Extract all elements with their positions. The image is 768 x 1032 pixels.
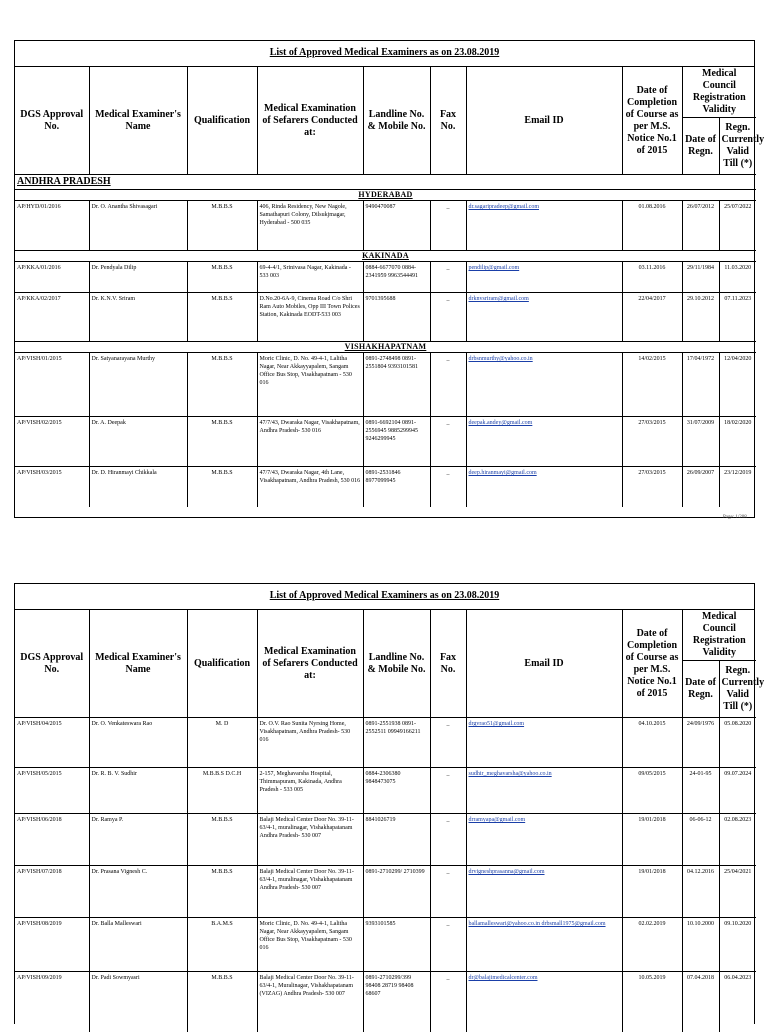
- cell-phone: 0891-6692104 0891-2556945 9885299945 9246299945: [363, 417, 430, 467]
- cell-dgs: AP/VISH/06/2018: [15, 814, 89, 866]
- cell-phone: 0891-2710299/399 98408 28719 98408 68607: [363, 972, 430, 1032]
- header-completion-date: Date of Completion of Course as per M.S. Notice No.1 of 2015: [622, 610, 682, 718]
- examiners-table: [15, 67, 765, 507]
- cell-valid-till: 07.11.2023: [719, 293, 756, 342]
- email-link[interactable]: deep.hiranmayi@gmail.com: [466, 467, 622, 507]
- cell-regn-date: 10.10.2000: [682, 918, 719, 972]
- cell-address: Balaji Medical Center Door No. 39-11-63/4-1, Muralinagar, Vishakhapatanam (VIZAG) Andhra Pradesh- 530 007: [257, 972, 363, 1032]
- email-link[interactable]: drramyapa@gmail.com: [466, 814, 622, 866]
- cell-regn-date: 29.10.2012: [682, 293, 719, 342]
- cell-valid-till: 12/04/2020: [719, 353, 756, 417]
- cell-regn-date: 07.04.2018: [682, 972, 719, 1032]
- cell-dgs: AP/VISH/04/2015: [15, 718, 89, 768]
- cell-qualification: M.B.B.S: [187, 467, 257, 507]
- cell-dgs: AP/VISH/08/2019: [15, 918, 89, 972]
- cell-phone: 8841026719: [363, 814, 430, 866]
- city-heading: VISHAKHAPATNAM: [15, 342, 756, 353]
- cell-dgs: AP/VISH/03/2015: [15, 467, 89, 507]
- cell-phone: 0884-6677070 0884-2341959 9963544491: [363, 262, 430, 293]
- cell-name: Dr. Balla Malleswari: [89, 918, 187, 972]
- header-regn-date: Date of Regn.: [682, 118, 719, 175]
- cell-regn-date: 24/09/1976: [682, 718, 719, 768]
- cell-name: Dr. Satyanarayana Murthy: [89, 353, 187, 417]
- cell-qualification: M.B.B.S D.C.H: [187, 768, 257, 814]
- table-row: [15, 201, 756, 251]
- email-link[interactable]: sudhir_meghavarsha@yahoo.co.in: [466, 768, 622, 814]
- header-conducted-at: Medical Examination of Sefarers Conducted at:: [257, 67, 363, 175]
- cell-regn-date: 17/04/1972: [682, 353, 719, 417]
- table-row: [15, 814, 756, 866]
- cell-address: 47/7/43, Dwaraka Nagar, Visakhapatnam, Andhra Pradesh- 530 016: [257, 417, 363, 467]
- cell-dgs: AP/HYD/01/2016: [15, 201, 89, 251]
- cell-regn-date: 04.12.2016: [682, 866, 719, 918]
- table-row: [15, 293, 756, 342]
- cell-valid-till: 18/02/2020: [719, 417, 756, 467]
- header-dgs: DGS Approval No.: [15, 67, 89, 175]
- table-row: [15, 918, 756, 972]
- cell-completion: 10.05.2019: [622, 972, 682, 1032]
- cell-dgs: AP/KKA/02/2017: [15, 293, 89, 342]
- cell-regn-date: 31/07/2009: [682, 417, 719, 467]
- cell-completion: 19/01/2018: [622, 814, 682, 866]
- cell-dgs: AP/VISH/07/2018: [15, 866, 89, 918]
- table-header: [15, 610, 765, 718]
- city-heading: HYDERABAD: [15, 190, 756, 201]
- page-title: List of Approved Medical Examiners as on 23.08.2019: [269, 47, 500, 58]
- cell-qualification: M.B.B.S: [187, 293, 257, 342]
- city-heading: KAKINADA: [15, 251, 756, 262]
- email-link[interactable]: drvigneshprasanna@gmail.com: [466, 866, 622, 918]
- examiners-table: [15, 610, 765, 1032]
- cell-regn-date: 29/11/1984: [682, 262, 719, 293]
- header-name: Medical Examiner's Name: [89, 67, 187, 175]
- table-row: [15, 353, 756, 417]
- cell-fax: _: [430, 201, 466, 251]
- cell-address: 69-4-4/1, Srinivasa Nagar, Kakinada - 533 003: [257, 262, 363, 293]
- table-row: [15, 417, 756, 467]
- cell-completion: 01.08.2016: [622, 201, 682, 251]
- cell-qualification: M.B.B.S: [187, 814, 257, 866]
- header-qualification: Qualification: [187, 610, 257, 718]
- cell-address: Moric Clinic, D. No. 49-4-1, Lalitha Nagar, Near Akkayyapalem, Sangam Office Bus Stop, Visakhapatnam - 530 016: [257, 353, 363, 417]
- cell-dgs: AP/VISH/09/2019: [15, 972, 89, 1032]
- email-link[interactable]: dr.sagaripradeep@gmail.com: [466, 201, 622, 251]
- cell-completion: 27/03/2015: [622, 417, 682, 467]
- cell-name: Dr. O. Venkateswara Rao: [89, 718, 187, 768]
- cell-qualification: M.B.B.S: [187, 417, 257, 467]
- cell-valid-till: 25/04/2021: [719, 866, 756, 918]
- header-phone: Landline No. & Mobile No.: [363, 67, 430, 175]
- cell-fax: _: [430, 262, 466, 293]
- email-link[interactable]: ballamalleswari@yahoo.co.in drbsmall1975@gmail.com: [466, 918, 622, 972]
- cell-name: Dr. A. Deepak: [89, 417, 187, 467]
- page-number: Page: 1/208: [723, 515, 747, 520]
- cell-phone: 0891-2748498 0891-2551804 9393101581: [363, 353, 430, 417]
- cell-name: Dr. Padi Sowmyasri: [89, 972, 187, 1032]
- cell-qualification: M.B.B.S: [187, 866, 257, 918]
- cell-regn-date: 06-06-12: [682, 814, 719, 866]
- cell-fax: _: [430, 293, 466, 342]
- email-link[interactable]: drknvsriram@gmail.com: [466, 293, 622, 342]
- table-row: [15, 718, 756, 768]
- cell-name: Dr. Ramya P.: [89, 814, 187, 866]
- cell-valid-till: 02.08.2023: [719, 814, 756, 866]
- cell-regn-date: 26/09/2007: [682, 467, 719, 507]
- cell-fax: _: [430, 972, 466, 1032]
- header-phone: Landline No. & Mobile No.: [363, 610, 430, 718]
- header-valid-till: Regn. Currently Valid Till (*): [719, 661, 756, 718]
- header-valid-till: Regn. Currently Valid Till (*): [719, 118, 756, 175]
- cell-completion: 04.10.2015: [622, 718, 682, 768]
- document-page-1: [14, 40, 765, 518]
- page-title-bar: [15, 41, 754, 67]
- cell-dgs: AP/VISH/01/2015: [15, 353, 89, 417]
- cell-fax: _: [430, 814, 466, 866]
- cell-completion: 22/04/2017: [622, 293, 682, 342]
- table-row: [15, 972, 756, 1032]
- cell-fax: _: [430, 768, 466, 814]
- header-name: Medical Examiner's Name: [89, 610, 187, 718]
- cell-address: D.No.20-6A-9, Cinema Road C/o Shri Ram Auto Mobiles, Opp III Town Polices Station, Kakinada EODT-533 003: [257, 293, 363, 342]
- header-email: Email ID: [466, 610, 622, 718]
- cell-qualification: M.B.B.S: [187, 201, 257, 251]
- table-row: [15, 768, 756, 814]
- cell-address: 2-157, Meghavarsha Hospital, Thimmapuram, Kakinada, Andhra Pradesh - 533 005: [257, 768, 363, 814]
- header-completion-date: Date of Completion of Course as per M.S. Notice No.1 of 2015: [622, 67, 682, 175]
- table-row: [15, 467, 756, 507]
- cell-valid-till: 06.04.2023: [719, 972, 756, 1032]
- cell-fax: _: [430, 718, 466, 768]
- cell-completion: 19/01/2018: [622, 866, 682, 918]
- cell-qualification: M.B.B.S: [187, 262, 257, 293]
- cell-phone: 0891-2551938 0891-2552511 09949166211: [363, 718, 430, 768]
- header-email: Email ID: [466, 67, 622, 175]
- cell-completion: 02.02.2019: [622, 918, 682, 972]
- cell-valid-till: 11.03.2020: [719, 262, 756, 293]
- document-page-2: [14, 583, 765, 1024]
- cell-name: Dr. K.N.V. Sriram: [89, 293, 187, 342]
- table-row: [15, 866, 756, 918]
- cell-qualification: M.B.B.S: [187, 972, 257, 1032]
- header-qualification: Qualification: [187, 67, 257, 175]
- cell-completion: 09/05/2015: [622, 768, 682, 814]
- email-link[interactable]: dr@balajimedicalcenter.com: [466, 972, 622, 1032]
- cell-address: Moric Clinic, D. No. 49-4-1, Lalitha Nagar, Near Akkayyapalem, Sangam Office Bus Stop, Visakhapatnam - 530 016: [257, 918, 363, 972]
- email-link[interactable]: drbsnmurthy@yahoo.co.in: [466, 353, 622, 417]
- header-dgs: DGS Approval No.: [15, 610, 89, 718]
- header-council-validity: Medical Council Registration Validity: [682, 610, 756, 661]
- cell-regn-date: 26/07/2012: [682, 201, 719, 251]
- header-regn-date: Date of Regn.: [682, 661, 719, 718]
- table-header: [15, 67, 765, 175]
- state-heading: ANDHRA PRADESH: [15, 175, 756, 190]
- cell-valid-till: 09.07.2024: [719, 768, 756, 814]
- cell-regn-date: 24-01-95: [682, 768, 719, 814]
- header-council-validity: Medical Council Registration Validity: [682, 67, 756, 118]
- cell-fax: _: [430, 866, 466, 918]
- cell-fax: _: [430, 467, 466, 507]
- cell-address: Balaji Medical Center Door No. 39-11-63/4-1, muralinagar, Vishakhapatanam Andhra Pradesh- 530 007: [257, 814, 363, 866]
- cell-name: Dr. Prasana Vignesh C.: [89, 866, 187, 918]
- cell-dgs: AP/VISH/02/2015: [15, 417, 89, 467]
- cell-name: Dr. R. B. V. Sudhir: [89, 768, 187, 814]
- cell-fax: _: [430, 918, 466, 972]
- cell-phone: 0884-2306380 9848473075: [363, 768, 430, 814]
- cell-phone: 0891-2710299/ 2710399: [363, 866, 430, 918]
- cell-completion: 27/03/2015: [622, 467, 682, 507]
- cell-phone: 9490470087: [363, 201, 430, 251]
- cell-name: Dr. O. Anantha Shivasagari: [89, 201, 187, 251]
- cell-qualification: M.B.B.S: [187, 353, 257, 417]
- table-row: [15, 262, 756, 293]
- cell-address: 406, Rinda Residency, New Nagole, Samathapuri Colony, Dilsukjmagar, Hyderabad - 500 035: [257, 201, 363, 251]
- header-fax: Fax No.: [430, 67, 466, 175]
- cell-completion: 03.11.2016: [622, 262, 682, 293]
- cell-qualification: M. D: [187, 718, 257, 768]
- cell-name: Dr. D. Hiranmayi Chikkala: [89, 467, 187, 507]
- cell-phone: 9393101585: [363, 918, 430, 972]
- header-conducted-at: Medical Examination of Sefarers Conducted at:: [257, 610, 363, 718]
- cell-dgs: AP/VISH/05/2015: [15, 768, 89, 814]
- header-fax: Fax No.: [430, 610, 466, 718]
- cell-fax: _: [430, 353, 466, 417]
- cell-dgs: AP/KKA/01/2016: [15, 262, 89, 293]
- cell-valid-till: 09.10.2020: [719, 918, 756, 972]
- cell-fax: _: [430, 417, 466, 467]
- cell-address: Balaji Medical Center Door No. 39-11-63/4-1, muralinagar, Vishakhapatanam Andhra Pradesh- 530 007: [257, 866, 363, 918]
- page-title: List of Approved Medical Examiners as on 23.08.2019: [269, 590, 500, 601]
- cell-valid-till: 25/07/2022: [719, 201, 756, 251]
- cell-phone: 9701395688: [363, 293, 430, 342]
- email-link[interactable]: drgvrao51@gmail.com: [466, 718, 622, 768]
- cell-completion: 14/02/2015: [622, 353, 682, 417]
- cell-address: Dr. O.V. Rao Sunita Nyrsing Home, Visakhapatnam, Andhra Pradesh- 530 016: [257, 718, 363, 768]
- cell-address: 47/7/43, Dwaraka Nagar, 4th Lane, Visakhapatnam, Andhra Pradesh, 530 016: [257, 467, 363, 507]
- cell-valid-till: 05.08.2020: [719, 718, 756, 768]
- page-title-bar: [15, 584, 754, 610]
- email-link[interactable]: deepak.andey@gmail.com: [466, 417, 622, 467]
- cell-name: Dr. Pendyala Dilip: [89, 262, 187, 293]
- cell-qualification: B.A.M.S: [187, 918, 257, 972]
- cell-valid-till: 23/12/2019: [719, 467, 756, 507]
- cell-phone: 0891-2531846 8977099945: [363, 467, 430, 507]
- email-link[interactable]: pendilip@gmail.com: [466, 262, 622, 293]
